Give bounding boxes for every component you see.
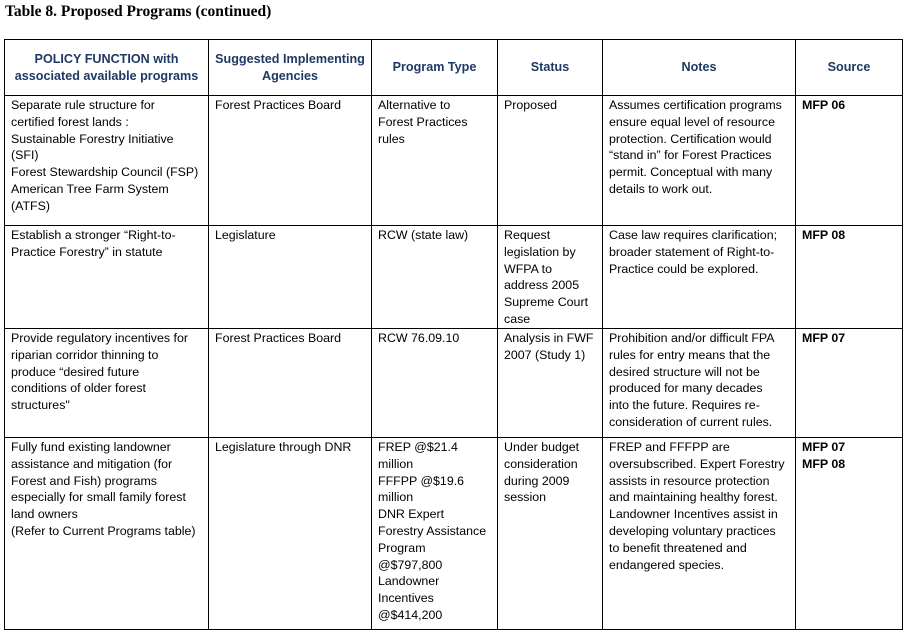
- header-policy-function: POLICY FUNCTION with associated available programs: [5, 40, 209, 96]
- cell-line: rules for entry means that the: [609, 347, 771, 362]
- header-source: Source: [796, 40, 903, 96]
- table-caption: Table 8. Proposed Programs (continued): [5, 3, 272, 20]
- cell-policy: [5, 226, 209, 329]
- cell-line: FFFPP @$19.6: [378, 473, 465, 488]
- cell-line: Separate rule structure for: [11, 98, 155, 112]
- cell-line: Alternative to: [378, 98, 451, 112]
- cell-line: to benefit threatened and: [609, 540, 747, 555]
- cell-line: oversubscribed. Expert Forestry: [609, 456, 785, 471]
- cell-agencies: [209, 438, 372, 630]
- cell-line: Forest Practices Board: [215, 331, 342, 345]
- cell-line: especially for small family forest: [11, 490, 186, 505]
- cell-line: million: [378, 490, 414, 505]
- header-program-type: Program Type: [372, 40, 498, 96]
- cell-status: [498, 438, 603, 630]
- cell-line: Sustainable Forestry Initiative: [11, 131, 174, 146]
- cell-agencies: [209, 96, 372, 226]
- cell-line: Landowner: [378, 574, 440, 589]
- cell-line: Program: [378, 540, 426, 555]
- cell-line: Under budget: [504, 440, 580, 454]
- cell-line: riparian corridor thinning to: [11, 347, 159, 362]
- cell-line: details to work out.: [609, 181, 713, 196]
- cell-line: WFPA to: [504, 261, 552, 276]
- cell-program-type: [372, 329, 498, 438]
- cell-line: million: [378, 456, 414, 471]
- cell-line: Supreme Court: [504, 295, 589, 310]
- cell-line: RCW 76.09.10: [378, 331, 460, 345]
- cell-line: (SFI): [11, 148, 39, 163]
- cell-program-type: [372, 96, 498, 226]
- cell-line: Proposed: [504, 98, 558, 112]
- cell-line: MFP 06: [802, 98, 846, 112]
- cell-program-type: [372, 438, 498, 630]
- cell-notes: [603, 438, 796, 630]
- cell-line: desired structure will not be: [609, 364, 760, 379]
- cell-line: (Refer to Current Programs table): [11, 523, 196, 538]
- cell-line: Legislature: [215, 228, 276, 242]
- cell-line: Request: [504, 228, 551, 242]
- cell-source: [796, 329, 903, 438]
- cell-line: rules: [378, 131, 405, 146]
- cell-line: American Tree Farm System: [11, 181, 169, 196]
- cell-line: FREP and FFFPP are: [609, 440, 730, 454]
- cell-line: Forest Practices Board: [215, 98, 342, 112]
- cell-line: RCW (state law): [378, 228, 469, 242]
- cell-source: [796, 226, 903, 329]
- table-row: [5, 226, 903, 329]
- cell-notes: [603, 96, 796, 226]
- cell-line: land owners: [11, 507, 78, 522]
- cell-line: DNR Expert: [378, 507, 445, 522]
- cell-line: during 2009: [504, 473, 570, 488]
- cell-line: into the future. Requires re-: [609, 398, 760, 413]
- header-implementing-agencies: Suggested Implementing Agencies: [209, 40, 372, 96]
- cell-line: FREP @$21.4: [378, 440, 458, 454]
- cell-line: Forest Practices: [378, 114, 468, 129]
- cell-line: MFP 07: [802, 440, 846, 454]
- cell-line: MFP 08: [802, 456, 846, 471]
- table-row: [5, 329, 903, 438]
- cell-line: 2007 (Study 1): [504, 347, 586, 362]
- cell-line: MFP 07: [802, 331, 846, 345]
- cell-line: Forestry Assistance: [378, 523, 487, 538]
- cell-line: Assumes certification programs: [609, 98, 782, 112]
- cell-line: @$797,800: [378, 557, 443, 572]
- cell-line: case: [504, 311, 531, 326]
- cell-notes: [603, 329, 796, 438]
- cell-status: [498, 96, 603, 226]
- table-row: [5, 96, 903, 226]
- header-status: Status: [498, 40, 603, 96]
- cell-line: and maintaining healthy forest.: [609, 490, 778, 505]
- cell-agencies: [209, 329, 372, 438]
- cell-line: Analysis in FWF: [504, 331, 594, 345]
- cell-policy: [5, 329, 209, 438]
- cell-line: Provide regulatory incentives for: [11, 331, 188, 345]
- cell-line: session: [504, 490, 547, 505]
- cell-line: Practice Forestry” in statute: [11, 244, 163, 259]
- cell-line: Landowner Incentives assist in: [609, 507, 778, 522]
- cell-line: produce “desired future: [11, 364, 140, 379]
- cell-policy: [5, 438, 209, 630]
- cell-line: Fully fund existing landowner: [11, 440, 171, 454]
- cell-line: Incentives: [378, 591, 434, 606]
- cell-source: [796, 438, 903, 630]
- cell-line: broader statement of Right-to-: [609, 244, 775, 259]
- cell-status: [498, 329, 603, 438]
- cell-line: Legislature through DNR: [215, 440, 352, 454]
- cell-status: [498, 226, 603, 329]
- header-row: [5, 40, 903, 96]
- cell-notes: [603, 226, 796, 329]
- cell-line: certified forest lands :: [11, 114, 129, 129]
- cell-line: endangered species.: [609, 557, 725, 572]
- cell-line: legislation by: [504, 244, 576, 259]
- cell-line: @$414,200: [378, 607, 443, 622]
- cell-line: MFP 08: [802, 228, 846, 242]
- cell-line: protection. Certification would: [609, 131, 772, 146]
- cell-line: address 2005: [504, 278, 580, 293]
- cell-line: assistance and mitigation (for: [11, 456, 173, 471]
- cell-line: consideration: [504, 456, 578, 471]
- cell-program-type: [372, 226, 498, 329]
- cell-line: ensure equal level of resource: [609, 114, 775, 129]
- cell-line: assists in resource protection: [609, 473, 770, 488]
- header-notes: Notes: [603, 40, 796, 96]
- cell-policy: [5, 96, 209, 226]
- cell-line: Forest and Fish) programs: [11, 473, 157, 488]
- cell-line: “stand in” for Forest Practices: [609, 148, 772, 163]
- cell-agencies: [209, 226, 372, 329]
- cell-source: [796, 96, 903, 226]
- cell-line: Practice could be explored.: [609, 261, 759, 276]
- cell-line: Establish a stronger “Right-to-: [11, 228, 176, 242]
- proposed-programs-table: [4, 39, 903, 630]
- cell-line: conditions of older forest: [11, 381, 146, 396]
- cell-line: Prohibition and/or difficult FPA: [609, 331, 775, 345]
- cell-line: Case law requires clarification;: [609, 228, 778, 242]
- cell-line: structures": [11, 398, 70, 413]
- cell-line: developing voluntary practices: [609, 523, 776, 538]
- cell-line: (ATFS): [11, 198, 50, 213]
- cell-line: produced for many decades: [609, 381, 763, 396]
- cell-line: consideration of current rules.: [609, 414, 773, 429]
- table-row: [5, 438, 903, 630]
- cell-line: Forest Stewardship Council (FSP): [11, 165, 199, 180]
- cell-line: permit. Conceptual with many: [609, 165, 773, 180]
